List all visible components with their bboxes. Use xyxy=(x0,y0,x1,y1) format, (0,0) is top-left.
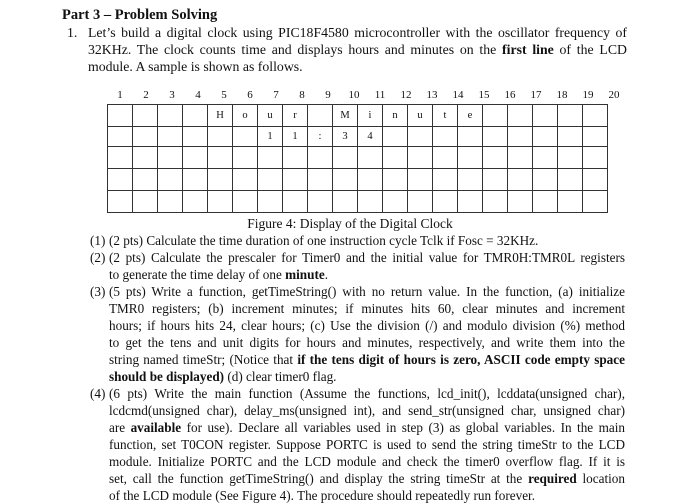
lcd-cell: M xyxy=(333,105,358,127)
lcd-column-numbers xyxy=(0,89,700,103)
question-line xyxy=(109,470,625,487)
question-line: TMR0 registers; (b) increment minutes; if minutes hits 60, clear minutes and increment xyxy=(109,301,625,316)
lcd-cell xyxy=(133,147,158,169)
bold-text: required xyxy=(528,471,577,486)
bold-text: should be displayed) xyxy=(109,369,225,384)
lcd-cell xyxy=(358,191,383,213)
lcd-cell xyxy=(183,169,208,191)
lcd-cell xyxy=(158,191,183,213)
bold-text: minute xyxy=(285,267,325,282)
lcd-cell xyxy=(383,191,408,213)
lcd-cell xyxy=(183,105,208,127)
lcd-cell xyxy=(508,169,533,191)
lcd-cell xyxy=(158,147,183,169)
lcd-cell xyxy=(333,169,358,191)
lcd-grid xyxy=(107,104,608,213)
column-number: 3 xyxy=(169,89,175,101)
lcd-cell: 4 xyxy=(358,127,383,147)
part-title: Part 3 – Problem Solving xyxy=(62,7,218,23)
question-line: (5 pts) Write a function, getTimeString() with no return value. In the function, (a) initialize xyxy=(109,284,625,299)
lcd-cell xyxy=(133,169,158,191)
problem-number: 1. xyxy=(67,25,78,40)
lcd-cell xyxy=(408,191,433,213)
lcd-row xyxy=(108,127,608,147)
question-line: (2 pts) Calculate the time duration of one instruction cycle Tclk if Fosc = 32KHz. xyxy=(109,233,539,248)
lcd-cell xyxy=(108,191,133,213)
lcd-cell xyxy=(283,169,308,191)
problem-line-2 xyxy=(88,41,627,59)
lcd-cell xyxy=(133,105,158,127)
column-number: 17 xyxy=(530,89,542,101)
lcd-cell xyxy=(533,147,558,169)
column-number: 11 xyxy=(374,89,386,101)
lcd-cell xyxy=(183,191,208,213)
lcd-cell xyxy=(408,169,433,191)
column-number: 12 xyxy=(400,89,412,101)
column-number: 14 xyxy=(452,89,464,101)
lcd-cell xyxy=(408,147,433,169)
column-number: 4 xyxy=(195,89,201,101)
lcd-cell: H xyxy=(208,105,233,127)
column-number: 13 xyxy=(426,89,438,101)
lcd-cell xyxy=(208,169,233,191)
lcd-cell xyxy=(333,191,358,213)
lcd-cell xyxy=(558,169,583,191)
lcd-cell xyxy=(433,127,458,147)
lcd-cell xyxy=(133,191,158,213)
lcd-cell xyxy=(433,169,458,191)
figure-caption: Figure 4: Display of the Digital Clock xyxy=(247,216,453,231)
lcd-cell xyxy=(358,147,383,169)
question-line: module. Initialize PORTC and the LCD module and check the timer0 overflow flag. If it is xyxy=(109,454,625,469)
text-segment: (d) clear timer0 flag. xyxy=(224,369,337,384)
lcd-cell xyxy=(558,147,583,169)
lcd-cell xyxy=(533,105,558,127)
lcd-cell xyxy=(408,127,433,147)
lcd-cell xyxy=(108,127,133,147)
column-number: 9 xyxy=(325,89,331,101)
text-segment: set, call the function getTimeString() and display the string timeStr at the xyxy=(109,471,529,486)
lcd-cell xyxy=(183,147,208,169)
lcd-cell xyxy=(383,147,408,169)
lcd-cell xyxy=(483,105,508,127)
lcd-cell: : xyxy=(308,127,333,147)
lcd-cell xyxy=(233,169,258,191)
lcd-cell: u xyxy=(258,105,283,127)
question-line xyxy=(109,419,625,436)
column-number: 8 xyxy=(299,89,305,101)
lcd-cell: e xyxy=(458,105,483,127)
text-segment: for use). Declare all variables used in step (3) as global variables. In the main xyxy=(181,420,625,435)
question-line: (6 pts) Write the main function (Assume the functions, lcd_init(), lcddata(unsigned char), xyxy=(109,386,625,401)
problem-line-3: module. A sample is shown as follows. xyxy=(88,59,303,74)
column-number: 18 xyxy=(556,89,568,101)
lcd-row xyxy=(108,147,608,169)
column-number: 10 xyxy=(348,89,360,101)
lcd-cell xyxy=(283,191,308,213)
question-line xyxy=(109,368,625,385)
lcd-cell xyxy=(483,169,508,191)
column-number: 16 xyxy=(504,89,516,101)
lcd-cell: o xyxy=(233,105,258,127)
lcd-cell xyxy=(283,147,308,169)
lcd-cell xyxy=(458,191,483,213)
lcd-cell xyxy=(483,191,508,213)
lcd-cell: r xyxy=(283,105,308,127)
lcd-cell xyxy=(583,147,608,169)
lcd-cell xyxy=(208,147,233,169)
lcd-cell xyxy=(133,127,158,147)
lcd-cell xyxy=(308,105,333,127)
lcd-cell xyxy=(233,147,258,169)
text-segment: 32KHz. The clock counts time and displays hours and minutes on the xyxy=(88,42,503,57)
lcd-cell xyxy=(108,147,133,169)
lcd-cell: 3 xyxy=(333,127,358,147)
lcd-cell xyxy=(333,147,358,169)
column-number: 20 xyxy=(608,89,620,101)
lcd-cell xyxy=(158,127,183,147)
lcd-cell: t xyxy=(433,105,458,127)
column-number: 6 xyxy=(247,89,253,101)
lcd-cell xyxy=(308,191,333,213)
lcd-cell xyxy=(108,169,133,191)
question-line: of the LCD module (See Figure 4). The procedure should repeatedly run forever. xyxy=(109,488,536,503)
lcd-cell xyxy=(308,169,333,191)
lcd-cell xyxy=(508,147,533,169)
lcd-cell xyxy=(458,169,483,191)
text-segment: are xyxy=(109,420,131,435)
text-segment: location xyxy=(576,471,625,486)
lcd-cell xyxy=(583,105,608,127)
column-number: 2 xyxy=(143,89,149,101)
question-number: (4) xyxy=(90,386,106,401)
lcd-cell xyxy=(533,127,558,147)
column-number: 1 xyxy=(117,89,123,101)
lcd-cell xyxy=(358,169,383,191)
bold-text: if the tens digit of hours is zero, ASCII code empty space xyxy=(297,352,625,367)
lcd-cell xyxy=(308,147,333,169)
lcd-cell xyxy=(383,169,408,191)
lcd-cell: 1 xyxy=(258,127,283,147)
lcd-row xyxy=(108,105,608,127)
lcd-cell xyxy=(258,191,283,213)
lcd-cell xyxy=(583,191,608,213)
lcd-cell xyxy=(483,147,508,169)
lcd-cell xyxy=(183,127,208,147)
lcd-cell xyxy=(583,169,608,191)
text-segment: . xyxy=(324,267,328,282)
column-number: 15 xyxy=(478,89,490,101)
lcd-cell: 1 xyxy=(283,127,308,147)
column-number: 7 xyxy=(273,89,279,101)
question-line: (2 pts) Calculate the prescaler for Timer0 and the initial value for TMR0H:TMR0L registers xyxy=(109,250,625,265)
lcd-cell xyxy=(258,169,283,191)
column-number: 19 xyxy=(582,89,594,101)
lcd-cell xyxy=(458,147,483,169)
question-number: (3) xyxy=(90,284,106,299)
lcd-cell xyxy=(233,127,258,147)
lcd-cell xyxy=(208,127,233,147)
bold-text: first line xyxy=(502,42,554,57)
lcd-cell xyxy=(533,169,558,191)
lcd-cell: u xyxy=(408,105,433,127)
lcd-cell: n xyxy=(383,105,408,127)
lcd-cell xyxy=(508,191,533,213)
lcd-cell xyxy=(558,105,583,127)
lcd-cell xyxy=(458,127,483,147)
question-line: to get the tens and unit digits for hours and minutes, respectively, and write them into the xyxy=(109,335,625,350)
question-line: hours; if hours hits 24, clear hours; (c) Use the division (/) and modulo division (%) method xyxy=(109,318,625,333)
lcd-cell xyxy=(158,169,183,191)
lcd-cell xyxy=(508,127,533,147)
lcd-cell xyxy=(158,105,183,127)
lcd-cell xyxy=(383,127,408,147)
lcd-cell xyxy=(558,127,583,147)
problem-line-1: Let’s build a digital clock using PIC18F4580 microcontroller with the oscillator frequency of xyxy=(88,25,627,40)
text-segment: of the LCD xyxy=(553,42,627,57)
lcd-cell xyxy=(583,127,608,147)
question-line: lcdcmd(unsigned char), delay_ms(unsigned int), and send_str(unsigned char, unsigned char) xyxy=(109,403,625,418)
lcd-cell xyxy=(208,191,233,213)
lcd-cell xyxy=(508,105,533,127)
lcd-row xyxy=(108,191,608,213)
lcd-cell xyxy=(433,147,458,169)
question-line xyxy=(109,351,625,368)
lcd-cell: i xyxy=(358,105,383,127)
lcd-cell xyxy=(533,191,558,213)
question-line: function, set T0CON register. Suppose PORTC is used to send the string timeStr to the LCD xyxy=(109,437,625,452)
question-number: (1) xyxy=(90,233,106,248)
lcd-cell xyxy=(483,127,508,147)
text-segment: to generate the time delay of one xyxy=(109,267,286,282)
lcd-cell xyxy=(233,191,258,213)
question-number: (2) xyxy=(90,250,106,265)
text-segment: string named timeStr; (Notice that xyxy=(109,352,298,367)
lcd-cell xyxy=(108,105,133,127)
lcd-row xyxy=(108,169,608,191)
bold-text: available xyxy=(130,420,182,435)
column-number: 5 xyxy=(221,89,227,101)
lcd-cell xyxy=(258,147,283,169)
question-line xyxy=(109,266,625,283)
lcd-cell xyxy=(558,191,583,213)
lcd-cell xyxy=(433,191,458,213)
